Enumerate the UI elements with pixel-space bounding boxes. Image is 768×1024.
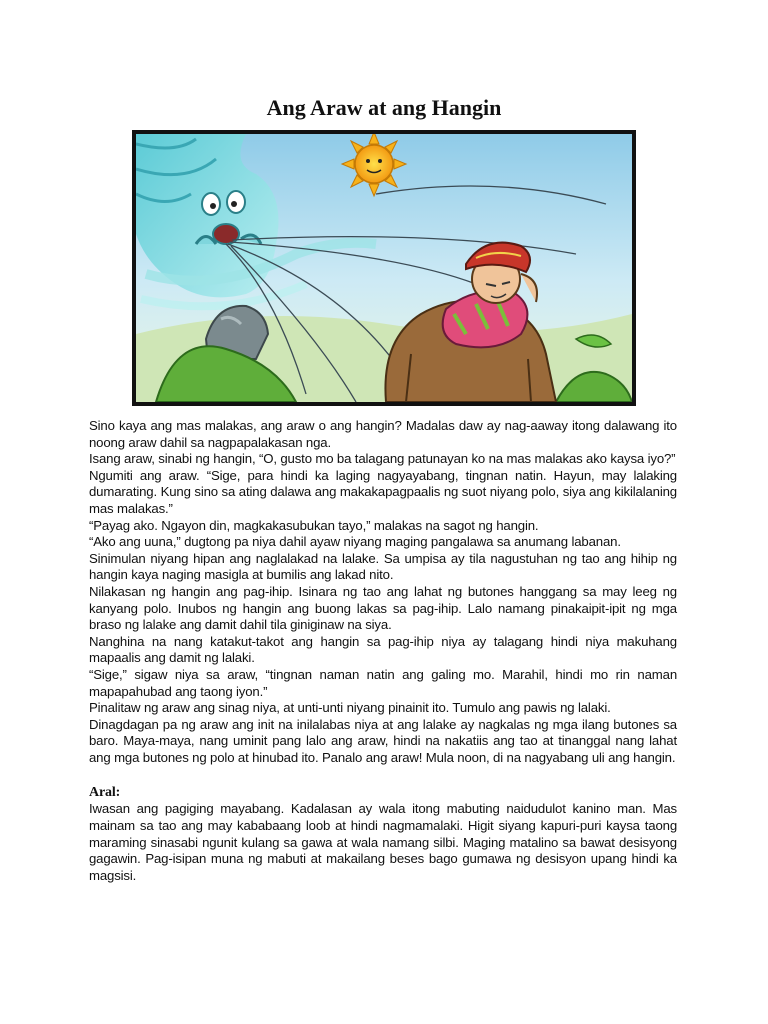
story-paragraph: Pinalitaw ng araw ang sinag niya, at unti-unti niyang pinainit ito. Tumulo ang pawis ng lalaki.: [89, 700, 611, 716]
story-paragraph: Nilakasan ng hangin ang pag-ihip. Isinara ng tao ang lahat ng butones hanggang sa may leeg ng kanyang polo. Inubos ng hangin ang buong lakas sa pag-ihip. Lalo namang pinakaipit-ipit ng mga braso ng lalake ang damit dahil tila giniginaw na siya.: [89, 583, 677, 633]
story-paragraph: “Sige,” sigaw niya sa araw, “tingnan naman natin ang galing mo. Marahil, hindi mo rin naman mapapahubad ang taong iyon.”: [89, 666, 677, 699]
story-body: [89, 418, 677, 884]
story-paragraph: Sinimulan niyang hipan ang naglalakad na lalake. Sa umpisa ay tila nagustuhan ng tao ang hihip ng hangin kaya naging masigla at bumilis ang lakad nito.: [89, 550, 677, 583]
story-illustration: [132, 130, 636, 406]
moral-heading: Aral:: [89, 785, 121, 801]
moral-text: Iwasan ang pagiging mayabang. Kadalasan ay wala itong mabuting naidudulot kanino man. Mas mainam sa tao ang may kababaang loob at hindi nagmamalaki. Higit siyang kapuri-puri kaysa taong maraming sinasabi ngunit kulang sa gawa at wala namang silbi. Maging matalino sa bawat desisyong gagawin. Pag-isipan muna ng mabuti at makailang beses bago gumawa ng desisyon upang hindi ka magsisi.: [89, 801, 677, 883]
story-paragraph: Sino kaya ang mas malakas, ang araw o ang hangin? Madalas daw ay nag-aaway itong dalawang ito noong araw dahil sa nagpapalakasan nga.: [89, 418, 677, 450]
story-paragraph: Isang araw, sinabi ng hangin, “O, gusto mo ba talagang patunayan ko na mas malakas ako kaysa iyo?”: [89, 451, 676, 467]
story-paragraph: “Ako ang uuna,” dugtong pa niya dahil ayaw niyang maging pangalawa sa anumang labanan.: [89, 534, 621, 550]
sun-face-icon: [342, 134, 406, 196]
story-paragraph: Ngumiti ang araw. “Sige, para hindi ka laging nagyayabang, tingnan natin. Hayun, may lalaking dumarating. Kung sino sa ating dalawa ang makakapagpaalis ng suot niyang polo, siya ang kikilalaning mas malakas.”: [89, 467, 677, 516]
story-paragraph: Dinagdagan pa ng araw ang init na inilalabas niya at ang lalake ay nagkalas ng mga ilang butones sa baro. Maya-maya, nang uminit pang lalo ang araw, hindi na nakatiis ang tao at tinanggal nang lahat ang mga butones ng polo at hinubad ito. Panalo ang araw! Mula noon, di na nagyabang uli ang hangin.: [89, 716, 677, 765]
story-paragraph: Nanghina na nang katakut-takot ang hangin sa pag-ihip niya ay talagang hindi niya makuhang mapaalis ang damit ng lalaki.: [89, 633, 677, 666]
page-title: Ang Araw at ang Hangin: [266, 95, 502, 120]
story-paragraph: “Payag ako. Ngayon din, magkakasubukan tayo,” malakas na sagot ng hangin.: [89, 517, 539, 533]
illustration-canvas: [136, 134, 632, 402]
